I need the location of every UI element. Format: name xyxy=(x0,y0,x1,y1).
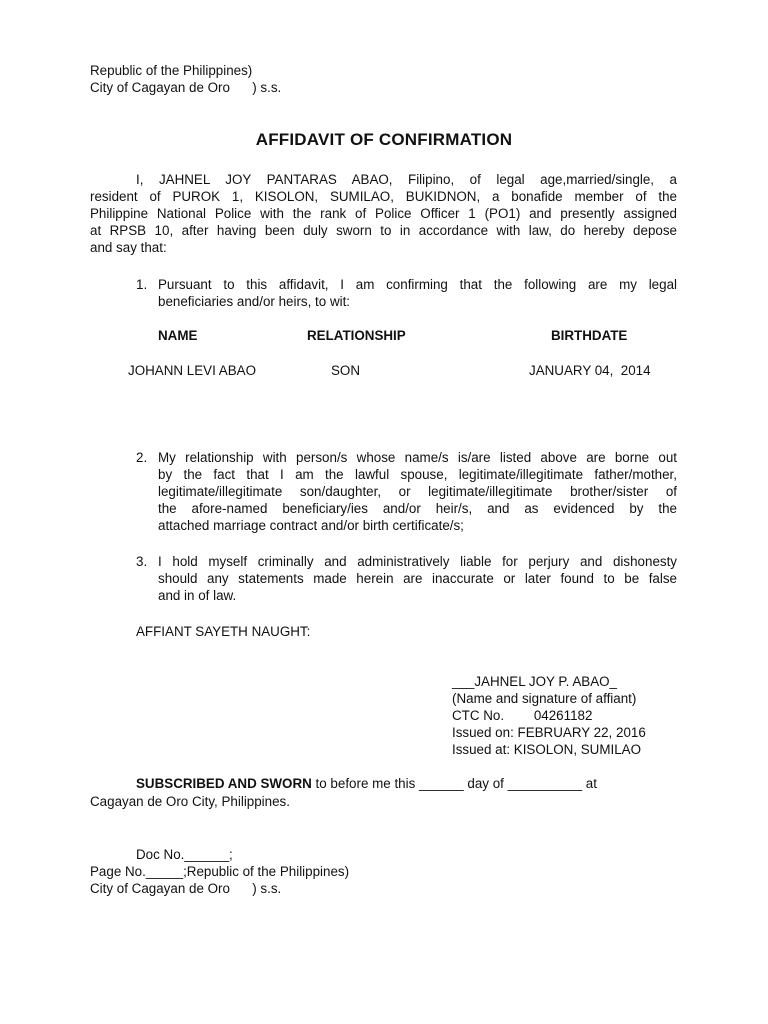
ctc-issued-at: Issued at: KISOLON, SUMILAO xyxy=(452,742,642,757)
affiant-sayeth-naught: AFFIANT SAYETH NAUGHT: xyxy=(136,624,311,639)
document-title: AFFIDAVIT OF CONFIRMATION xyxy=(255,130,513,149)
jurat-rest: to before me this ______ day of __________ at xyxy=(311,776,597,791)
item-line: beneficiaries and/or heirs, to wit: xyxy=(158,294,351,309)
cell-name: JOHANN LEVI ABAO xyxy=(128,363,256,378)
jurat-line xyxy=(136,775,597,792)
page-no: Page No._____;Republic of the Philippines) xyxy=(90,864,350,879)
affiant-name-line: ___JAHNEL JOY P. ABAO_ xyxy=(452,674,617,689)
signature-caption: (Name and signature of affiant) xyxy=(452,691,637,706)
jurat-place: Cagayan de Oro City, Philippines. xyxy=(90,794,290,809)
jurat-bold: SUBSCRIBED AND SWORN xyxy=(136,776,312,791)
intro-line: resident of PUROK 1, KISOLON, SUMILAO, BUKIDNON, a bonafide member of the xyxy=(90,189,677,204)
cell-birthdate: JANUARY 04, 2014 xyxy=(529,363,651,378)
ctc-issued-on: Issued on: FEBRUARY 22, 2016 xyxy=(452,725,646,740)
cell-relationship: SON xyxy=(331,363,361,378)
item-line: the afore-named beneficiary/ies and/or heir/s, and as evidenced by the xyxy=(158,501,677,516)
item-line: attached marriage contract and/or birth certificate/s; xyxy=(158,518,464,533)
item-line: My relationship with person/s whose name/s is/are listed above are borne out xyxy=(158,450,677,465)
item-number: 2. xyxy=(136,450,148,465)
item-number: 3. xyxy=(136,554,148,569)
column-header-birthdate: BIRTHDATE xyxy=(551,328,628,343)
venue-city: City of Cagayan de Oro ) s.s. xyxy=(90,80,282,95)
intro-line: and say that: xyxy=(90,240,167,255)
doc-no: Doc No.______; xyxy=(136,847,233,862)
item-line: legitimate/illegitimate son/daughter, or legitimate/illegitimate brother/sister of xyxy=(158,484,677,499)
column-header-relationship: RELATIONSHIP xyxy=(307,328,406,343)
footer-venue-city: City of Cagayan de Oro ) s.s. xyxy=(90,881,282,896)
intro-line: Philippine National Police with the rank of Police Officer 1 (PO1) and presently assigned xyxy=(90,206,677,221)
item-line: by the fact that I am the lawful spouse, legitimate/illegitimate father/mother, xyxy=(158,467,677,482)
intro-line: at RPSB 10, after having been duly sworn to in accordance with law, do hereby depose xyxy=(90,223,677,238)
item-line: should any statements made herein are inaccurate or later found to be false xyxy=(158,571,677,586)
item-line: and in of law. xyxy=(158,588,237,603)
intro-line: I, JAHNEL JOY PANTARAS ABAO, Filipino, of legal age,married/single, a xyxy=(136,172,677,187)
item-number: 1. xyxy=(136,277,148,292)
item-line: I hold myself criminally and administratively liable for perjury and dishonesty xyxy=(158,554,677,569)
ctc-number: CTC No. 04261182 xyxy=(452,708,593,723)
item-line: Pursuant to this affidavit, I am confirming that the following are my legal xyxy=(158,277,677,292)
column-header-name: NAME xyxy=(158,328,198,343)
venue-republic: Republic of the Philippines) xyxy=(90,63,253,78)
